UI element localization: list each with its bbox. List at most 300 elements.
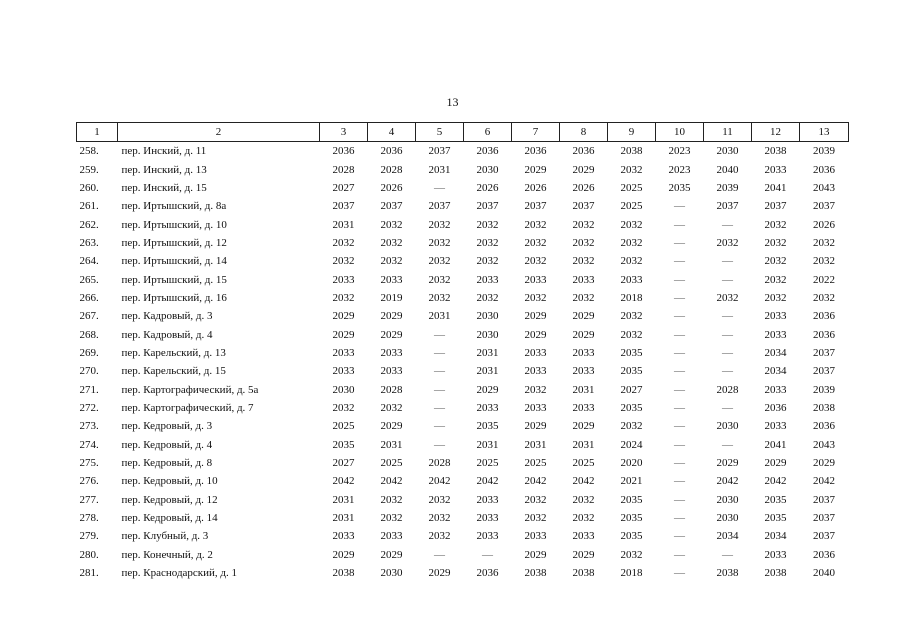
- year-cell: 2037: [380, 200, 403, 213]
- year-cell: 2042: [428, 475, 451, 488]
- year-cell: 2033: [476, 512, 499, 525]
- year-cell: 2033: [764, 310, 787, 323]
- year-cell: 2039: [813, 383, 835, 396]
- year-cell: 2042: [380, 475, 403, 488]
- address-cell: пер. Иртышский, д. 8а: [121, 200, 227, 213]
- year-cell: —: [674, 310, 685, 323]
- column-header-12: 12: [752, 123, 800, 142]
- year-cell: 2029: [332, 328, 355, 341]
- row-number: 274.: [79, 438, 99, 451]
- address-cell: пер. Иртышский, д. 10: [121, 218, 227, 231]
- year-cell: 2038: [764, 567, 787, 580]
- year-cell: 2042: [716, 475, 739, 488]
- row-number: 266.: [79, 291, 99, 304]
- row-number: 279.: [79, 530, 99, 543]
- year-cell: 2032: [813, 255, 835, 268]
- year-cell: 2024: [620, 438, 643, 451]
- row-number: 281.: [79, 567, 99, 580]
- table-row: [77, 270, 849, 288]
- year-cell: 2032: [524, 291, 547, 304]
- year-cell: 2035: [620, 346, 643, 359]
- year-cell: 2022: [813, 273, 835, 286]
- year-cell: 2032: [380, 218, 403, 231]
- year-cell: 2019: [380, 291, 403, 304]
- year-cell: 2033: [332, 346, 355, 359]
- column-header-1: 1: [77, 123, 118, 142]
- year-cell: 2029: [476, 383, 499, 396]
- year-cell: 2030: [332, 383, 355, 396]
- year-cell: —: [674, 401, 685, 414]
- column-header-6: 6: [464, 123, 512, 142]
- year-cell: —: [722, 438, 733, 451]
- table-row: [77, 307, 849, 325]
- header-row: [77, 123, 849, 142]
- address-cell: пер. Иртышский, д. 14: [121, 255, 227, 268]
- row-number: 261.: [79, 200, 99, 213]
- year-cell: 2032: [764, 218, 787, 231]
- year-cell: 2033: [572, 530, 595, 543]
- year-cell: 2032: [476, 236, 499, 249]
- row-number: 267.: [79, 310, 99, 323]
- row-number: 278.: [79, 512, 99, 525]
- year-cell: 2033: [572, 365, 595, 378]
- year-cell: 2032: [428, 530, 451, 543]
- year-cell: 2036: [476, 145, 499, 158]
- year-cell: 2037: [764, 200, 787, 213]
- year-cell: 2035: [332, 438, 355, 451]
- year-cell: 2032: [428, 512, 451, 525]
- row-number: 260.: [79, 181, 99, 194]
- year-cell: 2025: [524, 457, 547, 470]
- year-cell: 2029: [572, 548, 595, 561]
- year-cell: 2042: [813, 475, 835, 488]
- year-cell: 2042: [764, 475, 787, 488]
- year-cell: —: [674, 567, 685, 580]
- year-cell: 2033: [524, 530, 547, 543]
- column-header-9: 9: [608, 123, 656, 142]
- year-cell: 2033: [380, 365, 403, 378]
- year-cell: 2033: [332, 273, 355, 286]
- year-cell: 2023: [668, 163, 691, 176]
- year-cell: 2038: [524, 567, 547, 580]
- year-cell: 2032: [764, 236, 787, 249]
- table-row: [77, 289, 849, 307]
- year-cell: 2034: [764, 530, 787, 543]
- year-cell: 2029: [572, 420, 595, 433]
- year-cell: 2032: [572, 218, 595, 231]
- year-cell: —: [722, 255, 733, 268]
- year-cell: 2032: [428, 236, 451, 249]
- year-cell: —: [674, 548, 685, 561]
- year-cell: —: [434, 401, 445, 414]
- year-cell: 2031: [428, 310, 451, 323]
- page-number: 13: [446, 95, 459, 109]
- row-number: 270.: [79, 365, 99, 378]
- year-cell: 2038: [813, 401, 835, 414]
- address-cell: пер. Кадровый, д. 4: [121, 328, 213, 341]
- year-cell: 2029: [572, 328, 595, 341]
- year-cell: 2037: [716, 200, 739, 213]
- year-cell: 2033: [524, 401, 547, 414]
- year-cell: 2032: [380, 493, 403, 506]
- table-row: [77, 362, 849, 380]
- year-cell: 2031: [524, 438, 547, 451]
- row-number: 276.: [79, 475, 99, 488]
- year-cell: 2038: [332, 567, 355, 580]
- year-cell: 2032: [524, 493, 547, 506]
- column-header-13: 13: [800, 123, 849, 142]
- year-cell: 2036: [524, 145, 547, 158]
- address-cell: пер. Картографический, д. 7: [121, 401, 254, 414]
- year-cell: 2026: [380, 181, 403, 194]
- year-cell: 2029: [380, 310, 403, 323]
- year-cell: 2026: [813, 218, 835, 231]
- year-cell: —: [434, 420, 445, 433]
- row-number: 258.: [79, 145, 99, 158]
- year-cell: 2031: [428, 163, 451, 176]
- year-cell: 2037: [813, 346, 835, 359]
- year-cell: 2032: [428, 255, 451, 268]
- year-cell: 2032: [428, 273, 451, 286]
- year-cell: 2042: [524, 475, 547, 488]
- year-cell: 2032: [764, 255, 787, 268]
- year-cell: 2033: [524, 346, 547, 359]
- year-cell: 2025: [380, 457, 403, 470]
- year-cell: 2031: [332, 512, 355, 525]
- column-header-2: 2: [118, 123, 320, 142]
- address-cell: пер. Кедровый, д. 4: [121, 438, 213, 451]
- year-cell: 2029: [428, 567, 451, 580]
- year-cell: 2032: [524, 218, 547, 231]
- table-row: [77, 215, 849, 233]
- table-row: [77, 509, 849, 527]
- table-row: [77, 491, 849, 509]
- year-cell: 2033: [380, 346, 403, 359]
- year-cell: 2033: [572, 273, 595, 286]
- year-cell: 2030: [476, 328, 499, 341]
- year-cell: 2032: [380, 236, 403, 249]
- column-header-11: 11: [704, 123, 752, 142]
- year-cell: 2038: [716, 567, 739, 580]
- column-header-10: 10: [656, 123, 704, 142]
- year-cell: —: [434, 346, 445, 359]
- year-cell: 2036: [813, 163, 835, 176]
- year-cell: 2033: [476, 273, 499, 286]
- year-cell: —: [722, 273, 733, 286]
- year-cell: 2029: [524, 548, 547, 561]
- year-cell: 2037: [476, 200, 499, 213]
- row-number: 265.: [79, 273, 99, 286]
- year-cell: —: [674, 255, 685, 268]
- table-row: [77, 344, 849, 362]
- year-cell: 2032: [620, 420, 643, 433]
- year-cell: 2036: [572, 145, 595, 158]
- year-cell: —: [434, 548, 445, 561]
- year-cell: 2032: [524, 236, 547, 249]
- year-cell: 2032: [380, 401, 403, 414]
- address-cell: пер. Кедровый, д. 10: [121, 475, 218, 488]
- year-cell: 2032: [572, 291, 595, 304]
- year-cell: 2029: [572, 310, 595, 323]
- year-cell: 2028: [380, 163, 403, 176]
- year-cell: 2034: [764, 365, 787, 378]
- table-row: [77, 197, 849, 215]
- year-cell: 2034: [716, 530, 739, 543]
- year-cell: 2029: [524, 163, 547, 176]
- row-number: 275.: [79, 457, 99, 470]
- year-cell: 2040: [716, 163, 739, 176]
- year-cell: —: [674, 512, 685, 525]
- address-cell: пер. Кедровый, д. 14: [121, 512, 218, 525]
- year-cell: —: [674, 218, 685, 231]
- year-cell: 2032: [476, 218, 499, 231]
- year-cell: —: [722, 218, 733, 231]
- year-cell: —: [674, 475, 685, 488]
- year-cell: 2032: [428, 493, 451, 506]
- table-row: [77, 380, 849, 398]
- year-cell: 2026: [524, 181, 547, 194]
- row-number: 262.: [79, 218, 99, 231]
- year-cell: —: [434, 328, 445, 341]
- schedule-table: [76, 122, 849, 582]
- year-cell: 2030: [380, 567, 403, 580]
- year-cell: 2033: [572, 401, 595, 414]
- year-cell: 2029: [764, 457, 787, 470]
- year-cell: 2036: [332, 145, 355, 158]
- year-cell: 2032: [764, 291, 787, 304]
- row-number: 263.: [79, 236, 99, 249]
- year-cell: 2032: [620, 163, 643, 176]
- year-cell: 2032: [620, 236, 643, 249]
- year-cell: 2042: [572, 475, 595, 488]
- year-cell: 2033: [572, 346, 595, 359]
- year-cell: 2041: [764, 181, 787, 194]
- year-cell: 2029: [524, 420, 547, 433]
- year-cell: 2033: [476, 493, 499, 506]
- year-cell: 2039: [813, 145, 835, 158]
- row-number: 273.: [79, 420, 99, 433]
- year-cell: 2032: [764, 273, 787, 286]
- year-cell: 2029: [332, 548, 355, 561]
- year-cell: 2037: [813, 365, 835, 378]
- year-cell: 2039: [716, 181, 739, 194]
- year-cell: 2028: [428, 457, 451, 470]
- year-cell: 2032: [620, 255, 643, 268]
- table-row: [77, 142, 849, 161]
- year-cell: 2033: [476, 401, 499, 414]
- year-cell: 2031: [380, 438, 403, 451]
- year-cell: —: [674, 493, 685, 506]
- year-cell: —: [722, 346, 733, 359]
- year-cell: 2031: [476, 365, 499, 378]
- year-cell: —: [434, 365, 445, 378]
- year-cell: 2031: [476, 346, 499, 359]
- year-cell: —: [482, 548, 493, 561]
- year-cell: —: [674, 328, 685, 341]
- year-cell: 2033: [764, 163, 787, 176]
- year-cell: 2030: [476, 163, 499, 176]
- address-cell: пер. Конечный, д. 2: [121, 548, 213, 561]
- year-cell: 2031: [572, 383, 595, 396]
- year-cell: 2042: [332, 475, 355, 488]
- year-cell: 2029: [716, 457, 739, 470]
- year-cell: 2031: [476, 438, 499, 451]
- table-row: [77, 564, 849, 582]
- year-cell: 2020: [620, 457, 643, 470]
- year-cell: 2036: [476, 567, 499, 580]
- year-cell: —: [674, 420, 685, 433]
- year-cell: 2032: [572, 512, 595, 525]
- table-row: [77, 527, 849, 545]
- year-cell: 2033: [332, 365, 355, 378]
- year-cell: —: [722, 365, 733, 378]
- year-cell: 2033: [764, 420, 787, 433]
- year-cell: 2037: [813, 530, 835, 543]
- year-cell: 2027: [332, 181, 355, 194]
- year-cell: 2029: [380, 420, 403, 433]
- year-cell: 2041: [764, 438, 787, 451]
- table-row: [77, 546, 849, 564]
- year-cell: —: [674, 291, 685, 304]
- year-cell: 2035: [668, 181, 691, 194]
- year-cell: 2029: [524, 310, 547, 323]
- row-number: 269.: [79, 346, 99, 359]
- column-header-3: 3: [320, 123, 368, 142]
- year-cell: 2025: [476, 457, 499, 470]
- year-cell: 2032: [813, 291, 835, 304]
- row-number: 280.: [79, 548, 99, 561]
- year-cell: 2031: [572, 438, 595, 451]
- table-row: [77, 436, 849, 454]
- year-cell: 2037: [524, 200, 547, 213]
- row-number: 271.: [79, 383, 99, 396]
- year-cell: 2035: [620, 493, 643, 506]
- year-cell: 2032: [428, 218, 451, 231]
- year-cell: 2030: [716, 145, 739, 158]
- year-cell: 2029: [332, 310, 355, 323]
- year-cell: 2032: [620, 548, 643, 561]
- year-cell: 2025: [332, 420, 355, 433]
- year-cell: 2036: [813, 548, 835, 561]
- year-cell: 2030: [476, 310, 499, 323]
- row-number: 272.: [79, 401, 99, 414]
- year-cell: —: [722, 310, 733, 323]
- year-cell: 2032: [380, 512, 403, 525]
- row-number: 277.: [79, 493, 99, 506]
- year-cell: 2033: [380, 530, 403, 543]
- year-cell: 2038: [764, 145, 787, 158]
- year-cell: 2038: [572, 567, 595, 580]
- table-row: [77, 179, 849, 197]
- year-cell: 2032: [572, 236, 595, 249]
- year-cell: 2027: [332, 457, 355, 470]
- table-row: [77, 417, 849, 435]
- address-cell: пер. Инский, д. 13: [121, 163, 207, 176]
- year-cell: 2035: [620, 530, 643, 543]
- year-cell: 2035: [620, 401, 643, 414]
- year-cell: 2030: [716, 493, 739, 506]
- table-body: [77, 142, 849, 583]
- year-cell: 2031: [332, 493, 355, 506]
- year-cell: 2032: [620, 218, 643, 231]
- year-cell: 2032: [332, 255, 355, 268]
- year-cell: 2033: [620, 273, 643, 286]
- address-cell: пер. Картографический, д. 5а: [121, 383, 259, 396]
- year-cell: 2033: [524, 273, 547, 286]
- year-cell: —: [722, 328, 733, 341]
- address-cell: пер. Инский, д. 15: [121, 181, 207, 194]
- year-cell: 2032: [572, 493, 595, 506]
- year-cell: 2036: [764, 401, 787, 414]
- year-cell: 2023: [668, 145, 691, 158]
- table-row: [77, 160, 849, 178]
- year-cell: 2028: [716, 383, 739, 396]
- year-cell: 2031: [332, 218, 355, 231]
- year-cell: 2018: [620, 567, 643, 580]
- table-row: [77, 399, 849, 417]
- year-cell: 2042: [476, 475, 499, 488]
- year-cell: 2043: [813, 181, 835, 194]
- table-row: [77, 234, 849, 252]
- year-cell: 2032: [332, 291, 355, 304]
- year-cell: 2032: [476, 255, 499, 268]
- year-cell: 2032: [524, 512, 547, 525]
- year-cell: 2032: [572, 255, 595, 268]
- year-cell: 2034: [764, 346, 787, 359]
- address-cell: пер. Иртышский, д. 15: [121, 273, 227, 286]
- year-cell: 2033: [764, 328, 787, 341]
- year-cell: —: [674, 383, 685, 396]
- year-cell: 2029: [380, 548, 403, 561]
- year-cell: 2032: [813, 236, 835, 249]
- row-number: 264.: [79, 255, 99, 268]
- year-cell: 2036: [813, 310, 835, 323]
- year-cell: —: [674, 200, 685, 213]
- year-cell: 2025: [572, 457, 595, 470]
- year-cell: —: [434, 383, 445, 396]
- address-cell: пер. Кедровый, д. 3: [121, 420, 213, 433]
- year-cell: 2035: [620, 365, 643, 378]
- year-cell: 2037: [428, 145, 451, 158]
- year-cell: 2043: [813, 438, 835, 451]
- year-cell: —: [674, 457, 685, 470]
- year-cell: 2032: [428, 291, 451, 304]
- year-cell: 2032: [332, 401, 355, 414]
- address-cell: пер. Карельский, д. 15: [121, 365, 226, 378]
- year-cell: 2029: [572, 163, 595, 176]
- column-header-7: 7: [512, 123, 560, 142]
- address-cell: пер. Клубный, д. 3: [121, 530, 209, 543]
- year-cell: 2035: [764, 512, 787, 525]
- year-cell: 2037: [813, 512, 835, 525]
- column-header-4: 4: [368, 123, 416, 142]
- address-cell: пер. Кедровый, д. 12: [121, 493, 218, 506]
- year-cell: 2029: [380, 328, 403, 341]
- year-cell: 2033: [476, 530, 499, 543]
- year-cell: 2040: [813, 567, 835, 580]
- year-cell: 2037: [813, 493, 835, 506]
- address-cell: пер. Инский, д. 11: [121, 145, 207, 158]
- row-number: 259.: [79, 163, 99, 176]
- year-cell: 2030: [716, 512, 739, 525]
- year-cell: 2033: [524, 365, 547, 378]
- year-cell: 2035: [476, 420, 499, 433]
- address-cell: пер. Иртышский, д. 12: [121, 236, 227, 249]
- year-cell: 2038: [620, 145, 643, 158]
- year-cell: 2035: [620, 512, 643, 525]
- year-cell: 2037: [813, 200, 835, 213]
- year-cell: 2032: [716, 291, 739, 304]
